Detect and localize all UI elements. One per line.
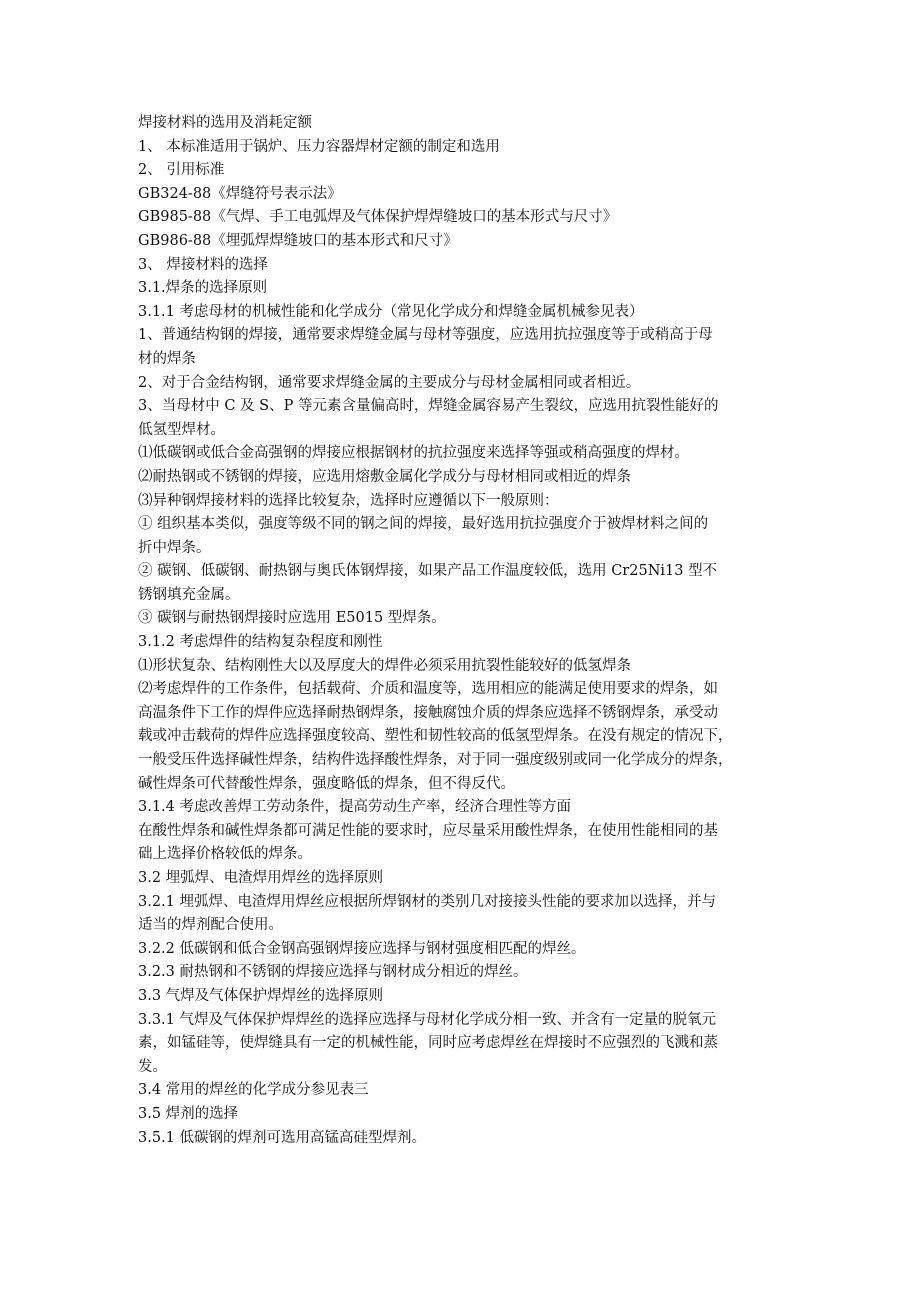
subsection-heading: 3.4 常用的焊丝的化学成分参见表三 [138, 1082, 369, 1099]
section-2-heading: 2、 引用标准 [138, 162, 225, 179]
paragraph-line: 适当的焊剂配合使用。 [138, 917, 283, 934]
paragraph-line: 3、当母材中 C 及 S、P 等元素含量偏高时，焊缝金属容易产生裂纹，应选用抗裂性能好的 [138, 398, 719, 415]
reference-standard: GB986-88《埋弧焊焊缝坡口的基本形式和尺寸》 [138, 232, 458, 249]
paragraph-line: 一般受压件选择碱性焊条，结构件选择酸性焊条，对于同一强度级别或同一化学成分的焊条， [138, 752, 733, 769]
paragraph-line: ⑵耐热钢或不锈钢的焊接，应选用熔敷金属化学成分与母材相同或相近的焊条 [138, 468, 631, 485]
list-item: ② 碳钢、低碳钢、耐热钢与奥氏体钢焊接，如果产品工作温度较低，选用 Cr25Ni13 型不 [138, 563, 718, 580]
paragraph-line: 3.2.3 耐热钢和不锈钢的焊接应选择与钢材成分相近的焊丝。 [138, 964, 528, 981]
paragraph-line: 础上选择价格较低的焊条。 [138, 846, 312, 863]
list-item: 锈钢填充金属。 [138, 586, 240, 603]
paragraph-line: 载或冲击载荷的焊件应选择强度较高、塑性和韧性较高的低氢型焊条。在没有规定的情况下， [138, 728, 733, 745]
paragraph-line: 发。 [138, 1058, 167, 1075]
paragraph-line: 3.2.2 低碳钢和低合金钢高强钢焊接应选择与钢材强度相匹配的焊丝。 [138, 940, 586, 957]
subsection-heading: 3.1.1 考虑母材的机械性能和化学成分（常见化学成分和焊缝金属机械参见表） [138, 303, 644, 320]
paragraph-line: 2、对于合金结构钢，通常要求焊缝金属的主要成分与母材金属相同或者相近。 [138, 374, 641, 391]
document-title: 焊接材料的选用及消耗定额 [138, 115, 312, 131]
list-item: ① 组织基本类似，强度等级不同的钢之间的焊接，最好选用抗拉强度介于被焊材料之间的 [138, 516, 709, 533]
paragraph-line: 3.5.1 低碳钢的焊剂可选用高锰高硅型焊剂。 [138, 1129, 427, 1146]
subsection-heading: 3.1.4 考虑改善焊工劳动条件，提高劳动生产率，经济合理性等方面 [138, 799, 572, 816]
paragraph-line: ⑴形状复杂、结构刚性大以及厚度大的焊件必须采用抗裂性能较好的低氢焊条 [138, 657, 631, 674]
paragraph-line: ⑵考虑焊件的工作条件，包括载荷、介质和温度等，选用相应的能满足使用要求的焊条，如 [138, 681, 718, 698]
subsection-heading: 3.5 焊剂的选择 [138, 1105, 239, 1122]
document-body [138, 112, 784, 1150]
paragraph-line: 高温条件下工作的焊件应选择耐热钢焊条，接触腐蚀介质的焊条应选择不锈钢焊条，承受动 [138, 704, 718, 721]
section-1-heading: 1、 本标准适用于锅炉、压力容器焊材定额的制定和选用 [138, 138, 500, 155]
paragraph-line: 在酸性焊条和碱性焊条都可满足性能的要求时，应尽量采用酸性焊条，在使用性能相同的基 [138, 822, 718, 839]
paragraph-line: ⑴低碳钢或低合金高强钢的焊接应根据钢材的抗拉强度来选择等强或稍高强度的焊材。 [138, 445, 689, 462]
reference-standard: GB985-88《气焊、手工电弧焊及气体保护焊焊缝坡口的基本形式与尺寸》 [138, 209, 618, 226]
subsection-heading: 3.2 埋弧焊、电渣焊用焊丝的选择原则 [138, 870, 384, 886]
section-3-heading: 3、 焊接材料的选择 [138, 256, 268, 273]
paragraph-line: 碱性焊条可代替酸性焊条，强度略低的焊条，但不得反代。 [138, 775, 515, 792]
paragraph-line: 1、普通结构钢的焊接，通常要求焊缝金属与母材等强度，应选用抗拉强度等于或稍高于母 [138, 327, 713, 344]
reference-standard: GB324-88《焊缝符号表示法》 [138, 185, 342, 202]
paragraph-line: 低氢型焊材。 [138, 421, 225, 438]
paragraph-line: 3.3.1 气焊及气体保护焊焊丝的选择应选择与母材化学成分相一致、并含有一定量的脱氧元 [138, 1011, 716, 1028]
subsection-heading: 3.1.2 考虑焊件的结构复杂程度和刚性 [138, 634, 383, 651]
subsection-heading: 3.1.焊条的选择原则 [138, 280, 268, 297]
paragraph-line: 3.2.1 埋弧焊、电渣焊用焊丝应根据所焊钢材的类别几对接接头性能的要求加以选择，并与 [138, 893, 716, 910]
paragraph-line: 素，如锰硅等，使焊缝具有一定的机械性能，同时应考虑焊丝在焊接时不应强烈的飞溅和蒸 [138, 1035, 718, 1052]
list-item: ③ 碳钢与耐热钢焊接时应选用 E5015 型焊条。 [138, 610, 446, 627]
subsection-heading: 3.3 气焊及气体保护焊焊丝的选择原则 [138, 987, 384, 1004]
list-item: 折中焊条。 [138, 539, 211, 556]
paragraph-line: ⑶异种钢焊接材料的选择比较复杂，选择时应遵循以下一般原则： [138, 492, 559, 509]
paragraph-line: 材的焊条 [138, 350, 196, 367]
